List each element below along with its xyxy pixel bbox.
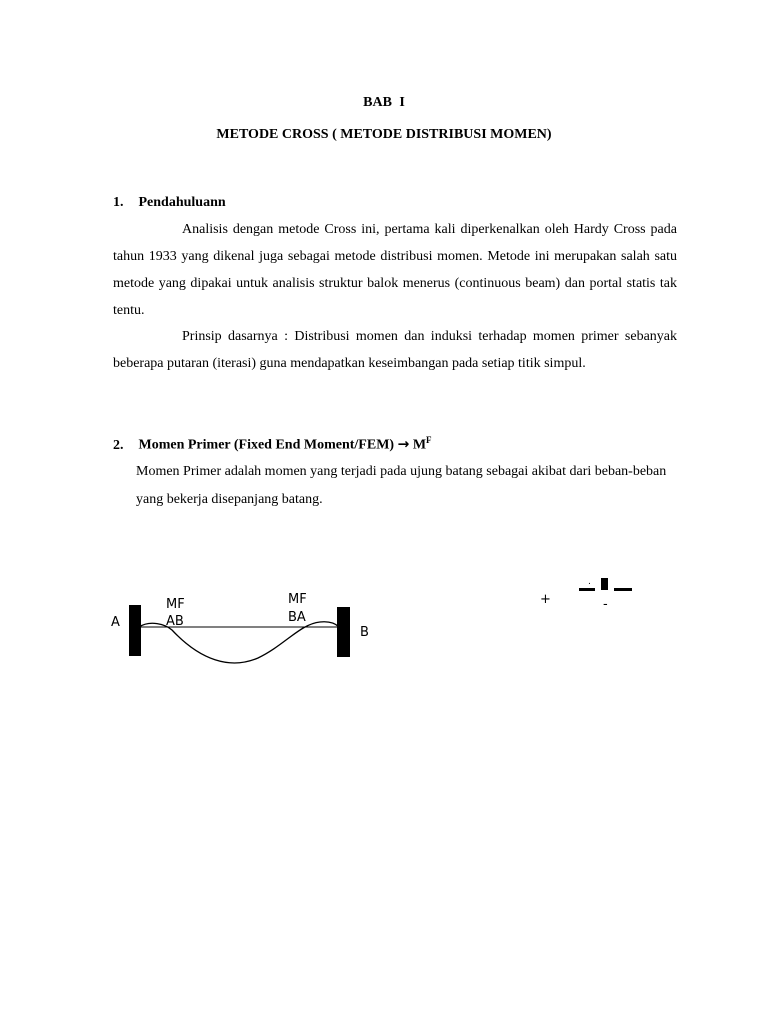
section-1-paragraph-1 [113,216,677,324]
mf-ba-label-line1: MF [288,592,307,607]
fixed-end-moment-diagram [0,560,768,680]
sign-right-bar [614,588,632,591]
sign-left-bar [579,588,595,591]
fem-symbol: M [412,437,427,453]
sign-center-block [601,578,608,590]
chapter-title: METODE CROSS ( METODE DISTRIBUSI MOMEN) [216,127,552,142]
minus-sign: - [603,597,608,612]
fixed-support-b [337,607,350,657]
support-b-label: B [360,625,369,640]
fixed-support-a [129,605,141,656]
mf-ba-label-line2: BA [288,610,306,625]
dot-mark: . [588,577,591,587]
section-1-number: 1. [113,195,124,210]
support-a-label: A [111,615,120,630]
section-2-title: Momen Primer (Fixed End Moment/FEM) [138,437,395,453]
chapter-label: BAB I [363,95,405,110]
mf-ab-label-line2: AB [166,614,184,629]
section-2-number: 2. [113,437,124,453]
mf-ab-label-line1: MF [166,597,185,612]
section-2-heading [113,435,432,454]
section-1-title: Pendahuluann [138,195,226,210]
plus-sign: + [540,592,551,607]
section-1-paragraph-2-text: Prinsip dasarnya : Distribusi momen dan induksi terhadap momen primer sebanyak beberapa putaran (iterasi) guna mendapatkan keseimbangan pada setiap titik simpul. [113,329,677,371]
section-1-paragraph-1-text: Analisis dengan metode Cross ini, pertama kali diperkenalkan oleh Hardy Cross pada tahun 1933 yang dikenal juga sebagai metode distribusi momen. Metode ini merupakan salah satu metode yang dipakai untuk analisis struktur balok menerus (continuous beam) dan portal statis tak tentu. [113,222,677,318]
section-1-heading [113,195,226,211]
section-1-paragraph-2 [113,323,677,377]
arrow-icon: → [397,436,410,453]
section-2-paragraph: Momen Primer adalah momen yang terjadi pada ujung batang sebagai akibat dari beban-beban yang bekerja disepanjang batang. [136,464,667,507]
fem-superscript: F [426,435,432,445]
